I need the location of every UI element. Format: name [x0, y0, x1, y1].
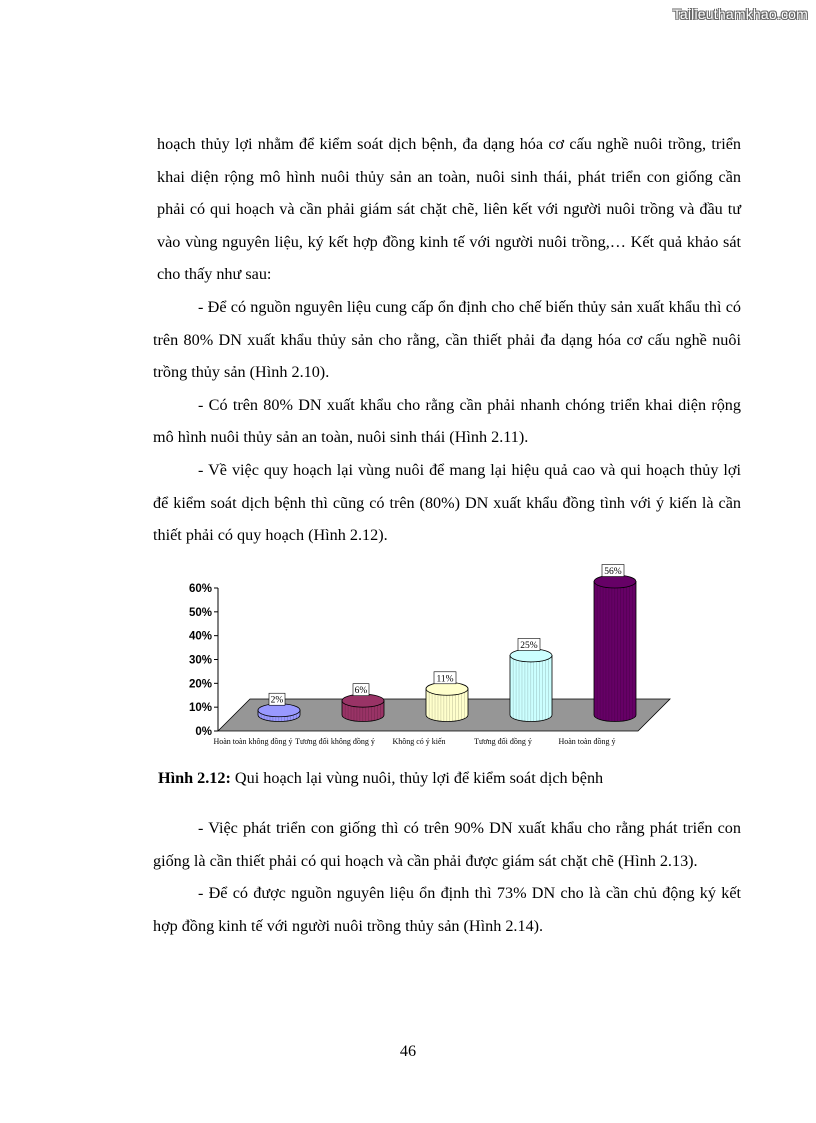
category-label: Hoàn toàn đồng ý — [558, 737, 616, 746]
watermark: Tailieuthamkhao.com — [672, 6, 808, 22]
figure-2-12-chart — [150, 560, 690, 760]
paragraph-2: - Để có nguồn nguyên liệu cung cấp ổn định cho chế biến thủy sản xuất khẩu thì có trên 80% DN xuất khẩu thủy sản cho rằng, cần thiết phải đa dạng hóa cơ cấu nghề nuôi trồng thủy sản (Hình 2.10). — [153, 297, 741, 382]
bar-2 — [342, 684, 384, 722]
caption-text: Qui hoạch lại vùng nuôi, thủy lợi để kiểm soát dịch bệnh — [230, 769, 604, 787]
data-label: 2% — [270, 695, 284, 706]
paragraph-5: - Việc phát triển con giống thì có trên 90% DN xuất khẩu cho rằng phát triển con giống là cần thiết phải có qui hoạch và cần phải được giám sát chặt chẽ (Hình 2.13). — [153, 819, 741, 870]
x-axis-labels — [213, 737, 615, 746]
data-label: 25% — [520, 640, 538, 651]
chart-bars — [258, 565, 636, 722]
y-tick-label: 0% — [195, 726, 212, 738]
page-number: 46 — [399, 1042, 417, 1060]
bar-4 — [510, 638, 552, 721]
y-tick-label: 20% — [188, 678, 212, 691]
paragraph-3: - Có trên 80% DN xuất khẩu cho rằng cần phải nhanh chóng triển khai diện rộng mô hình nuôi thủy sản an toàn, nuôi sinh thái (Hình 2.11). — [153, 395, 741, 447]
y-tick-label: 10% — [188, 702, 212, 715]
y-tick-label: 60% — [188, 583, 212, 595]
paragraph-1: hoạch thủy lợi nhằm để kiểm soát dịch bệnh, đa dạng hóa cơ cấu nghề nuôi trồng, triển khai diện rộng mô hình nuôi thủy sản an toàn, nuôi sinh thái, phát triển con giống cần phải có qui hoạch và cần phải giám sát chặt chẽ, liên kết với người nuôi trồng và đầu tư vào vùng nguyên liệu, ký kết hợp đồng kinh tế với người nuôi trồng,… Kết quả khảo sát cho thấy như sau: — [157, 135, 741, 284]
y-axis — [189, 583, 218, 738]
data-label: 56% — [604, 567, 622, 578]
paragraph-4: - Về việc quy hoạch lại vùng nuôi để mang lại hiệu quả cao và qui hoạch thủy lợi để kiểm soát dịch bệnh thì cũng có trên (80%) DN xuất khẩu đồng tình với ý kiến là cần thiết phải có quy hoạch (Hình 2.12). — [153, 460, 741, 545]
category-label: Tương đối không đồng ý — [295, 737, 375, 746]
body-text-top — [153, 128, 741, 552]
data-label: 11% — [436, 674, 454, 685]
y-tick-label: 40% — [188, 630, 212, 643]
category-label: Không có ý kiến — [392, 737, 446, 746]
bar-chart-svg — [150, 560, 690, 760]
caption-label: Hình 2.12: — [158, 769, 231, 787]
bar-5 — [594, 565, 636, 722]
category-label: Tương đối đồng ý — [474, 737, 532, 746]
bar-3 — [426, 672, 468, 722]
body-text-bottom — [153, 812, 741, 942]
bar-1 — [258, 693, 300, 721]
y-tick-label: 30% — [188, 654, 212, 667]
figure-caption — [158, 766, 758, 790]
category-label: Hoàn toàn không đồng ý — [213, 737, 293, 746]
data-label: 6% — [354, 686, 368, 697]
y-tick-label: 50% — [188, 606, 212, 619]
paragraph-6: - Để có được nguồn nguyên liệu ổn định thì 73% DN cho là cần chủ động ký kết hợp đồng kinh tế với người nuôi trồng thủy sản (Hình 2.14). — [153, 884, 741, 935]
